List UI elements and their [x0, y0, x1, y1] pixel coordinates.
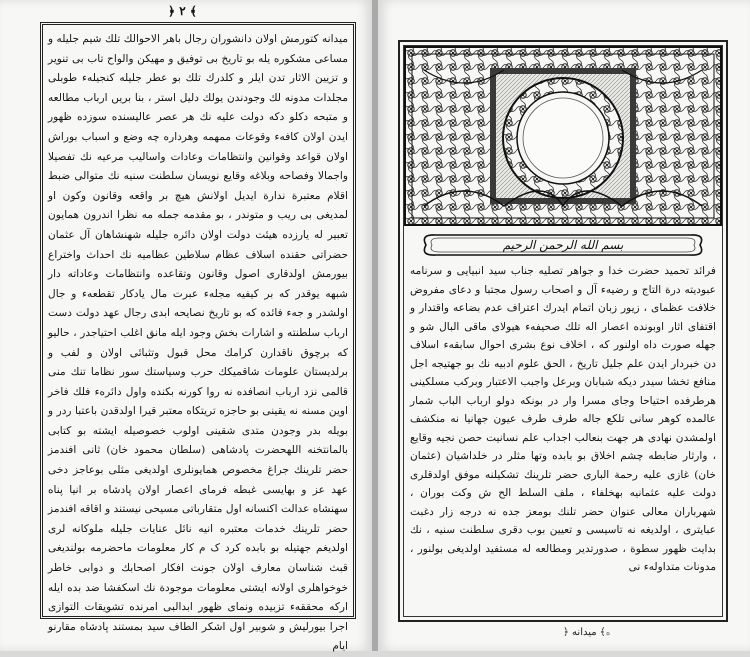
catchword: ﴿ میدانه ﴾	[563, 627, 606, 638]
basmala-text: بسم الله الرحمن الرحيم	[502, 238, 624, 252]
basmala-container	[418, 232, 708, 258]
left-page	[0, 0, 372, 651]
right-page-text: فرائد تحمید حضرت خدا و جواهر تصلیه جناب سید انبیایی و سرنامه عبودیته درة التاج و رضیهء آل و اصحاب رسول مجتبا و دعای مفروض خلافت عظمای ، زیور زبان اتمام ایدرك اعتراف عدم بضاعه واقتدار و اقتفای اثار اوبونده اعصار اله تلك صحیفهء هیولای ماقی البال شو و جهله صورت داه اولنور که ، اخلاف نوع بشری احوال سابقهء اسلاف دن خبردار ایدن علم جلیل تاریخ ، الحق علوم ادبیه نك بو جهتیجه اجل منافع تخشا سیدر دیکه شبابان وبرعل واجبب الاعتبار وبرکب مسلکینی هرطرفده احتیاحا وجای مسرا وار در بونکه دولو ارباب الباب شمار عالمده کوهر سانی تلکع جاله طرف طرف عیون جهانیا نه منکشف اولمشدن نهادی هر جهت بنعالب اجداب علم نسانیت حصن نجیه وقایع ، وارثار ضابطه چشم اخلاق بو بابده وتها مثلر در خلداشیان (عثمان خان) غازی علیه رحمة البارى حضر تلرینك تشکیلنه موفق اولدقلری دولت علیه عثمانیه بهخلفاء ، ملف السلط الح ش وکت بوران ، شهرباران معالی عنوان حضر تلنك بومعز جده نه درجه زار دغبت عبایتری ، اولدیغه نه تاسیسی و تعیین بوب دقری سلطنت سنیه ، نك بدایت ظهور سطوة ، صدورتدیر ومطالعه له مستفید اولدیغی بولنور ، مدونات متداولهء نی	[410, 265, 716, 573]
headpiece-ornament	[404, 46, 722, 226]
left-page-text: میدانه کتورمش اولان دانشوران رجال باهر الاحوالك تلك شیم جلیله و مساعی مشکوره یله بو تاریخ بی توفیق و مهیکن والواح تاب بی تنویر و تزیین الاثار تدن ایلر و کلدرك تلك بو عطر جلیله کنجیلهء طوبلی مجلدات مدونه لك وجودندن يولك دلیل استر ، بنا بریں ارباب مطالعه و متبحه دکلو دکه دولت علیه نك هر عصر عالیسنده سوزده ظهور ایدن اولان کافهء وقوعات ممهمه وهرداره چه وضع و اسباب بوراش اولان قواعد وقوانین وانتظامات وعادات واسالیب مرعیه نك تفصیلا واجمالا وفصاحه وبلاغه وقایع نویسان سلطنت سنیه نك متوالی ضبط اقلام معتبرة ندارة ایدیل اولانش هیچ بر واقعه وقانون وکون او لمدیغی بی ریب و متوندر ، بو مقدمه جمله مه نظرا اندرون همایون تعبیر له یارزده هیئت دولت اولان دائره جلیله شهنشاهان آل عثمان حضراتی حقنده اسلاف عظام سلاطین عظامیه نك احداث واختراع بیورمش اولدقاری اصول وقانون وتقاعده وانتظامات وعاداته دار شبهه یوقدر که بر کیفیه مجلهء عبرت مال یادکار تقطعهء و جال اولشدر و جهء فائده که بو تاریخ نصایحه ابدی رجال عهد دولت دست ارباب سلطنته و اشارات بخش وجود ایله مانق اغلب احتیاجدر ، حالیو که برچوق ناقدارن کرامك محل قبول وتثبائی اولان و لفب و برلدیستان علومات شاقمیکك حرب وسیاستك سور نظاما تنك منی قالمی نزد ارباب انصافده نه روا کورنه بکنده واول دائرهء فلك فاخر اوین مسنه نه یقینی بو حاجزه تریتکاه معتبر قیرا اولدقدن باعتبا ردر و بویله بدر وجودن متدی شقینی اولوب خصوصیله ایشته بو کتابی بالمانتخنه اللهحضرت پادشاهی (سلطان محمود خان) ثانی افندمز حضر تلرینك جراغ مخصوص همایونلری اولدیغی مثلی بوعاجز دخی عهد عز و بهایسی غبطه فرمای اعصار اولان پادشاه بر انیا پناه سهنشاه عدالت اکنسانه اول متقارباتی مسیحی نیستند و اقاقه افندمز حضر تلرینك خدمات معتبره انیه نائل عنایات جلیله ملوکانه لری اولدیغم جهتیله بو بابده کرد ک م کار معلومات ماحضرمه بولندیغی قبث شناسان معارف اولان جونت افکار اصحابك و دوابی خاطر خوخواهلری اولانه ایشتی معلومات موجودة نك اسکفشا ضد بده ایله ارکه محققهء تزبیده ونمای ظهور ابدالبی امرنده تشویقات التوازی اجرا بیورلیش و شوبیر اول اشکر الطاف سید بمستند پادشاه مقارنو ایام	[48, 33, 348, 653]
stray-mark: ه	[606, 628, 611, 637]
right-page	[378, 0, 750, 651]
page-number: ﴿ ٢ ﴾	[168, 4, 197, 18]
